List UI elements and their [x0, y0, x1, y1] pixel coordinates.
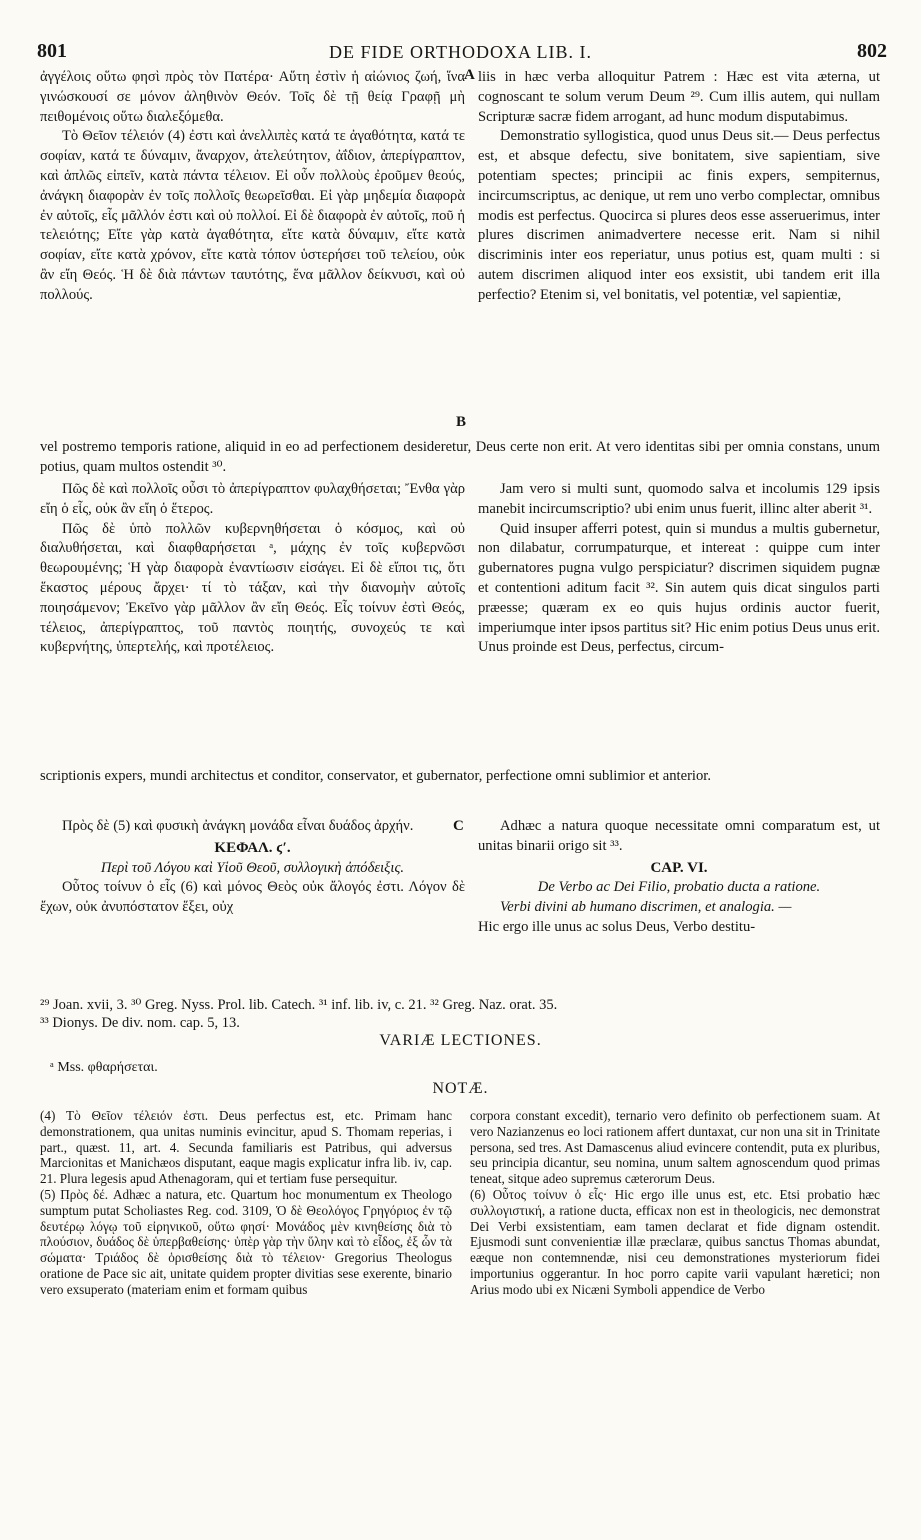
latin-paragraph: Demonstratio syllogistica, quod unus Deus sit.— Deus perfectus est, et absque defectu, sive bonitatem, sive sapientiam, sive potentiam spectes; principii ac finis expers, sempiternus, incircumscriptus, ac denique, ut rem uno verbo complectar, omnibus modis est perfectus. Quocirca si plures deos esse asseruerimus, inter plures discrimen animadvertere necesse erit. Nam si nihil discriminis inter eos reperiatur, unus potius est, quam multi : si autem discrimen aliquod inter eos exsistit, ubi tandem erit illa perfectio? Etenim si, vel bonitatis, vel potentiæ, vel sapientiæ,	[478, 128, 880, 303]
latin-column-middle	[478, 480, 880, 658]
note-paragraph: (4) Τὸ Θεῖον τέλειόν ἐστι. Deus perfectus est, etc. Primam hanc demonstrationem, qua unitas numinis evincitur, apud S. Thomam reperias, i part., quæst. 11, art. 4. Secunda familiaris est Patribus, qui adversus Marcionitas et Manichæos disputant, eaque magis explicatur infra lib. iv, cap. 21. Plura legesis apud Athenagoram, qui et tertiam fuse persequitur.	[40, 1108, 452, 1187]
page-number-left: 801	[37, 40, 67, 62]
footnotes	[40, 996, 880, 1032]
greek-paragraph: Πῶς δὲ καὶ πολλοῖς οὖσι τὸ ἀπερίγραπτον φυλαχθήσεται; Ἔνθα γὰρ εἴη ὁ εἷς, οὐκ ἂν εἴη ὁ ἕτερος.	[40, 481, 465, 517]
note-paragraph: corpora constant excedit), ternario vero definito ob perfectionem suam. At vero Nazianzenus eo loci rationem affert duntaxat, cur non una sit in Trinitate persona, sed tres. Ast Damascenus aliud evincere contendit, puta ex pluribus, seu principia dicantur, seu nomina, unum saltem agnoscendum quod primas teneat, sitque adeo supremus cæterorum Deus.	[470, 1108, 880, 1187]
notae-title: NOTÆ.	[432, 1080, 489, 1097]
page-number-right: 802	[857, 40, 887, 62]
paragraph-heading: Verbi divini ab humano discrimen, et analogia. —	[500, 899, 792, 916]
latin-full-width-2	[40, 767, 880, 787]
chapter-title-latin: De Verbo ac Dei Filio, probatio ducta a ratione.	[537, 879, 821, 896]
latin-paragraph: liis in hæc verba alloquitur Patrem : Hæc est vita æterna, ut cognoscant te solum verum Deum ²⁹. Cum illis autem, qui nullam Scripturæ sacræ fidem arrogant, ad hunc modum disputabimus.	[478, 69, 880, 125]
latin-paragraph	[478, 898, 880, 918]
margin-marker-c: C	[453, 818, 464, 834]
latin-column-top	[478, 68, 880, 306]
greek-paragraph: Πῶς δὲ ὑπὸ πολλῶν κυβερνηθήσεται ὁ κόσμος, καὶ οὐ διαλυθήσεται, καὶ διαφθαρήσεται ᵃ, μάχης ἐν τοῖς κυβερνῶσι θεωρουμένης; Ἡ γὰρ διαφορὰ ἐναντίωσιν εἰσάγει. Εἰ δὲ εἴποι τις, ὅτι ἕκαστος μέρους ἄρχει· τί τὸ τάξαν, καὶ τὴν διανομὴν αὐτοῖς ποιησάμενον; Ἐκεῖνο γὰρ μᾶλλον ἂν εἴη Θεός. Εἷς τοίνυν ἐστὶ Θεός, τέλειος, ἀπερίγραπτος, τοῦ παντὸς ποιητής, συνοχεύς τε καὶ κυβερνήτης, ὑπερτελής, καὶ προτέλειος.	[40, 520, 465, 656]
variae-lectiones-item: ᵃ Mss. φθαρήσεται.	[50, 1060, 158, 1075]
greek-paragraph: ἀγγέλοις οὕτω φησὶ πρὸς τὸν Πατέρα· Αὕτη ἐστὶν ἡ αἰώνιος ζωή, ἵνα γινώσκουσί σε μόνον ἀληθινὸν Θεόν. Τοῖς δὲ τῇ θείᾳ Γραφῇ μὴ πειθομένοις οὕτω διαλεξόμεθα.	[40, 69, 465, 125]
variae-lectiones-title: VARIÆ LECTIONES.	[379, 1032, 542, 1049]
footnote-line: ³³ Dionys. De div. nom. cap. 5, 13.	[40, 1015, 240, 1031]
greek-column-middle	[40, 480, 465, 658]
footnote-line: ²⁹ Joan. xvii, 3. ³⁰ Greg. Nyss. Prol. lib. Catech. ³¹ inf. lib. iv, c. 21. ³² Greg. Naz. orat. 35.	[40, 997, 558, 1013]
running-title: DE FIDE ORTHODOXA LIB. I.	[329, 42, 592, 62]
latin-column-bottom	[478, 817, 880, 938]
greek-column-bottom	[40, 817, 465, 918]
notes-left-column	[40, 1108, 452, 1298]
greek-paragraph: Τὸ Θεῖον τέλειόν (4) ἐστι καὶ ἀνελλιπὲς κατά τε ἀγαθότητα, κατά τε σοφίαν, κατά τε δύναμιν, ἄναρχον, ἀτελεύτητον, ἀΐδιον, ἀπερίγραπτον, καὶ ἁπλῶς εἰπεῖν, κατὰ πάντα τέλειον. Εἰ οὖν πολλοὺς ἐροῦμεν θεούς, ἀνάγκη διαφορὰν ἐν τοῖς πολλοῖς θεωρεῖσθαι. Εἰ γὰρ μηδεμία διαφορὰ ἐν αὐτοῖς, εἷς μᾶλλόν ἐστι καὶ οὐ πολλοί. Εἰ δὲ διαφορὰ ἐν αὐτοῖς, ποῦ ἡ τελειότης; Εἴτε γὰρ κατὰ ἀγαθότητα, εἴτε κατὰ δύναμιν, εἴτε κατὰ σοφίαν, εἴτε κατὰ χρόνον, εἴτε κατὰ τόπον ὑστερήσει τοῦ τελείου, οὐκ ἂν εἴη Θεός. Ἡ δὲ διὰ πάντων ταυτότης, ἕνα μᾶλλον δείκνυσι, καὶ οὐ πολλούς.	[40, 128, 465, 303]
latin-paragraph: scriptionis expers, mundi architectus et conditor, conservator, et gubernator, perfectione omni sublimior et anterior.	[40, 768, 711, 784]
greek-paragraph: Πρὸς δὲ (5) καὶ φυσικὴ ἀνάγκη μονάδα εἶναι δυάδος ἀρχήν.	[62, 818, 414, 834]
chapter-heading-greek: ΚΕΦΑΛ. ϛʹ.	[214, 839, 291, 856]
notes-right-column	[470, 1108, 880, 1298]
greek-paragraph: Οὗτος τοίνυν ὁ εἷς (6) καὶ μόνος Θεὸς οὐκ ἄλογός ἐστι. Λόγον δὲ ἔχων, οὐκ ἀνυπόστατον ἕξει, οὐχ	[40, 879, 465, 916]
note-paragraph: (5) Πρὸς δέ. Adhæc a natura, etc. Quartum hoc monumentum ex Theologo sumptum putat Scholiastes Reg. cod. 3109, Ὁ δὲ Θεολόγος Γρηγόριος ἐν τῷ δευτέρῳ λόγῳ τοῦ εἰρηνικοῦ, οὕτω φησί· Μονάδος μὲν κινηθείσης διὰ τὸ πλούσιον, δυάδος δὲ ὑπερβαθείσης· ὑπὲρ γὰρ τὴν ὕλην καὶ τὸ εἶδος, ἐξ ὧν τὰ σώματα· Τριάδος δὲ ὁρισθείσης διὰ τὸ τέλειον· Gregorius Theologus oratione de Pace sic ait, unitate quidem propter divitias sese exerente, binario vero exsuperato (materiam enim et formam quibus	[40, 1186, 452, 1297]
latin-paragraph: Jam vero si multi sunt, quomodo salva et incolumis 129 ipsis manebit incircumscriptio? ubi enim unus fuerit, illinc alter aberit ³¹.	[478, 481, 880, 517]
margin-marker-a: A	[464, 67, 475, 83]
latin-paragraph: Adhæc a natura quoque necessitate omni comparatum est, ut unitas binarii origo sit ³³.	[478, 818, 880, 854]
chapter-heading-latin: CAP. VI.	[650, 859, 708, 876]
latin-paragraph: Quid insuper afferri potest, quin si mundus a multis gubernetur, non dilabatur, corrumpaturque, et intereat : quippe cum inter gubernatores pugna vulgo perspiciatur? discrimen siquidem pugnæ et contentioni aditum facit ³². Sin autem quis dicat singulos parti præesse; quæram ex eo quis hujus ordinis auctor fuerit, imperiumque inter ipsos partitus sit? Hic enim potius Deus unus erit. Unus proinde est Deus, perfectus, circum-	[478, 520, 880, 656]
chapter-title-greek: Περὶ τοῦ Λόγου καὶ Υἱοῦ Θεοῦ, συλλογικὴ ἀπόδειξις.	[100, 859, 405, 876]
greek-column-top	[40, 68, 465, 306]
latin-full-width-1	[40, 438, 880, 478]
margin-marker-b: B	[456, 414, 467, 430]
latin-paragraph: vel postremo temporis ratione, aliquid in eo ad perfectionem desideretur, Deus certe non erit. At vero identitas sibi per omnia constans, unum potius, quam multos ostendit ³⁰.	[40, 439, 880, 475]
latin-paragraph: Hic ergo ille unus ac solus Deus, Verbo destitu-	[478, 918, 756, 935]
note-paragraph: (6) Οὗτος τοίνυν ὁ εἷς· Hic ergo ille unus est, etc. Etsi probatio hæc συλλογιστική, a ratione ducta, efficax non est in theologicis, nec demonstrat Dei Verbi exsistentiam, eam tamen declarat et fide dignam ostendit. Ejusmodi sunt convenientiæ illæ præclaræ, quibus sanctus Thomas abundat, eæque non contemnendæ, nisi ceu demonstrationes mysteriorum fidei importunius oggerantur. In hoc porro capite varii vapulant hæretici; non Arius modo ubi ex Nicæni Symboli appendice de Verbo	[470, 1186, 880, 1297]
